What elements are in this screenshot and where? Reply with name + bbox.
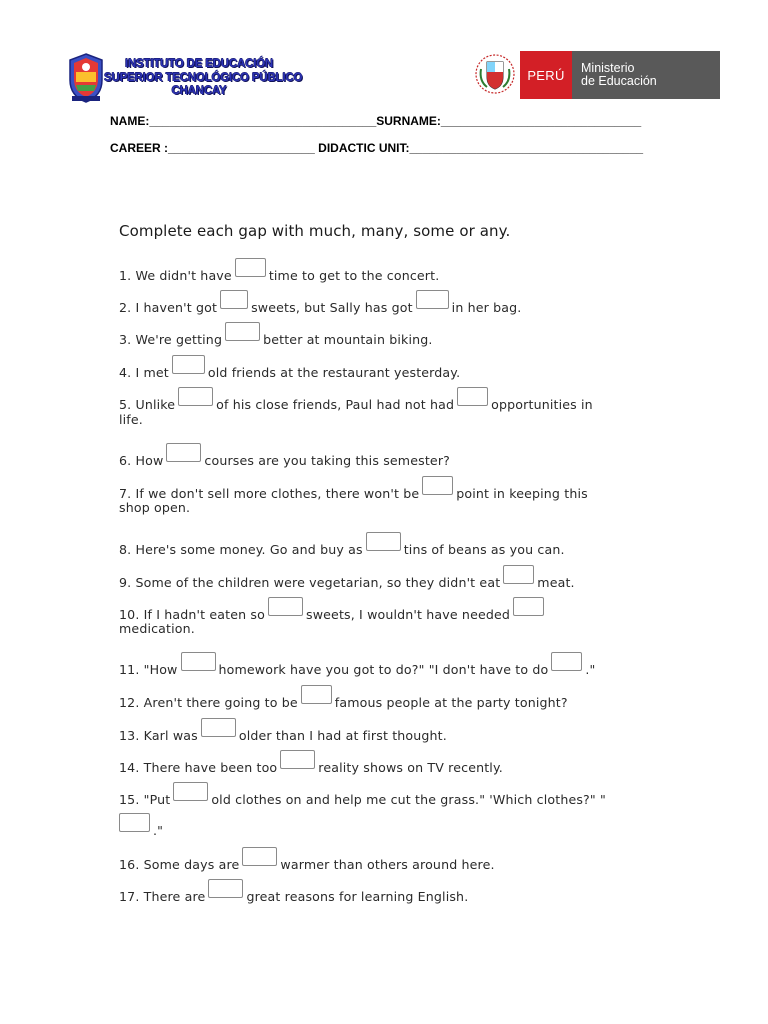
question-1 bbox=[119, 258, 439, 284]
name-surname-field-line[interactable]: NAME:__________________________________SURNAME:______________________________ bbox=[110, 114, 642, 128]
peru-coat-of-arms-icon bbox=[474, 53, 516, 95]
institute-name bbox=[104, 58, 303, 99]
question-text: 3. We're getting bbox=[119, 332, 223, 347]
question-text: life. bbox=[119, 412, 143, 427]
question-7-continued bbox=[119, 500, 190, 516]
question-text: point in keeping this bbox=[456, 486, 588, 501]
answer-gap-11b[interactable] bbox=[551, 652, 582, 671]
answer-gap-12[interactable] bbox=[301, 685, 332, 704]
question-9 bbox=[119, 565, 575, 591]
answer-gap-16[interactable] bbox=[242, 847, 277, 866]
answer-gap-15b[interactable] bbox=[119, 813, 150, 832]
answer-gap-7[interactable] bbox=[422, 476, 453, 495]
answer-gap-11a[interactable] bbox=[181, 652, 216, 671]
question-10 bbox=[119, 597, 547, 623]
answer-gap-9[interactable] bbox=[503, 565, 534, 584]
institute-name-line-2: SUPERIOR TECNOLÓGICO PÚBLICO bbox=[104, 71, 303, 84]
career-didactic-unit-field-line[interactable]: CAREER :______________________ DIDACTIC UNIT:___________________________________ bbox=[110, 141, 644, 155]
question-2 bbox=[119, 290, 521, 316]
question-text: 6. How bbox=[119, 453, 164, 468]
question-text: 1. We didn't have bbox=[119, 268, 232, 283]
question-text: 8. Here's some money. Go and buy as bbox=[119, 542, 363, 557]
question-text: older than I had at first thought. bbox=[238, 728, 447, 743]
question-text: ." bbox=[153, 823, 164, 838]
answer-gap-2a[interactable] bbox=[220, 290, 248, 309]
answer-gap-4[interactable] bbox=[172, 355, 205, 374]
question-text: in her bag. bbox=[451, 300, 522, 315]
question-text: 9. Some of the children were vegetarian, so they didn't eat bbox=[119, 575, 501, 590]
question-text: sweets, but Sally has got bbox=[251, 300, 413, 315]
ministry-name-line-2: de Educación bbox=[581, 74, 657, 88]
question-10-continued bbox=[119, 621, 195, 637]
question-text: shop open. bbox=[119, 500, 191, 515]
question-text: meat. bbox=[537, 575, 575, 590]
question-11 bbox=[119, 652, 596, 678]
question-text: 16. Some days are bbox=[119, 857, 240, 872]
answer-gap-17[interactable] bbox=[208, 879, 243, 898]
question-text: warmer than others around here. bbox=[280, 857, 495, 872]
answer-gap-6[interactable] bbox=[166, 443, 201, 462]
peru-brand-block: PERÚ bbox=[520, 51, 572, 99]
question-8 bbox=[119, 532, 565, 558]
question-5 bbox=[119, 387, 593, 413]
question-4 bbox=[119, 355, 460, 381]
question-text: ." bbox=[585, 662, 596, 677]
question-16 bbox=[119, 847, 495, 873]
answer-gap-10b[interactable] bbox=[513, 597, 544, 616]
question-text: 15. "Put bbox=[119, 792, 171, 807]
question-text: 11. "How bbox=[119, 662, 178, 677]
question-text: famous people at the party tonight? bbox=[334, 695, 568, 710]
question-text: of his close friends, Paul had not had bbox=[216, 397, 455, 412]
question-text: 12. Aren't there going to be bbox=[119, 695, 298, 710]
question-6 bbox=[119, 443, 450, 469]
answer-gap-2b[interactable] bbox=[416, 290, 449, 309]
question-text: better at mountain biking. bbox=[263, 332, 433, 347]
ministry-name-line-1: Ministerio bbox=[581, 61, 635, 75]
question-text: 13. Karl was bbox=[119, 728, 198, 743]
question-text: 4. I met bbox=[119, 365, 169, 380]
answer-gap-1[interactable] bbox=[235, 258, 266, 277]
institute-crest-logo bbox=[66, 52, 106, 104]
question-12 bbox=[119, 685, 568, 711]
question-15-continued bbox=[119, 813, 163, 839]
question-text: sweets, I wouldn't have needed bbox=[305, 607, 511, 622]
exercise-title: Complete each gap with much, many, some or any. bbox=[119, 222, 511, 240]
answer-gap-14[interactable] bbox=[280, 750, 315, 769]
institute-name-line-3: CHANCAY bbox=[171, 85, 227, 97]
question-text: medication. bbox=[119, 621, 195, 636]
question-14 bbox=[119, 750, 503, 776]
question-text: 17. There are bbox=[119, 889, 206, 904]
question-text: 5. Unlike bbox=[119, 397, 176, 412]
question-text: old clothes on and help me cut the grass." 'Which clothes?" " bbox=[211, 792, 606, 807]
question-5-continued bbox=[119, 412, 143, 428]
answer-gap-5b[interactable] bbox=[457, 387, 488, 406]
question-text: 2. I haven't got bbox=[119, 300, 218, 315]
ministry-brand-block bbox=[572, 51, 720, 99]
answer-gap-3[interactable] bbox=[225, 322, 260, 341]
question-text: old friends at the restaurant yesterday. bbox=[207, 365, 461, 380]
answer-gap-15a[interactable] bbox=[173, 782, 208, 801]
question-text: tins of beans as you can. bbox=[403, 542, 565, 557]
answer-gap-8[interactable] bbox=[366, 532, 401, 551]
question-text: 14. There have been too bbox=[119, 760, 278, 775]
question-text: 7. If we don't sell more clothes, there won't be bbox=[119, 486, 420, 501]
question-text: 10. If I hadn't eaten so bbox=[119, 607, 265, 622]
answer-gap-5a[interactable] bbox=[178, 387, 213, 406]
answer-gap-10a[interactable] bbox=[268, 597, 303, 616]
question-17 bbox=[119, 879, 468, 905]
question-15 bbox=[119, 782, 606, 808]
question-text: opportunities in bbox=[491, 397, 593, 412]
question-text: reality shows on TV recently. bbox=[318, 760, 503, 775]
question-3 bbox=[119, 322, 433, 348]
question-text: great reasons for learning English. bbox=[246, 889, 469, 904]
question-text: time to get to the concert. bbox=[268, 268, 440, 283]
question-text: homework have you got to do?" "I don't have to do bbox=[218, 662, 549, 677]
question-13 bbox=[119, 718, 447, 744]
question-7 bbox=[119, 476, 588, 502]
question-text: courses are you taking this semester? bbox=[204, 453, 450, 468]
answer-gap-13[interactable] bbox=[201, 718, 236, 737]
institute-name-line-1: INSTITUTO DE EDUCACIÓN bbox=[124, 58, 274, 70]
